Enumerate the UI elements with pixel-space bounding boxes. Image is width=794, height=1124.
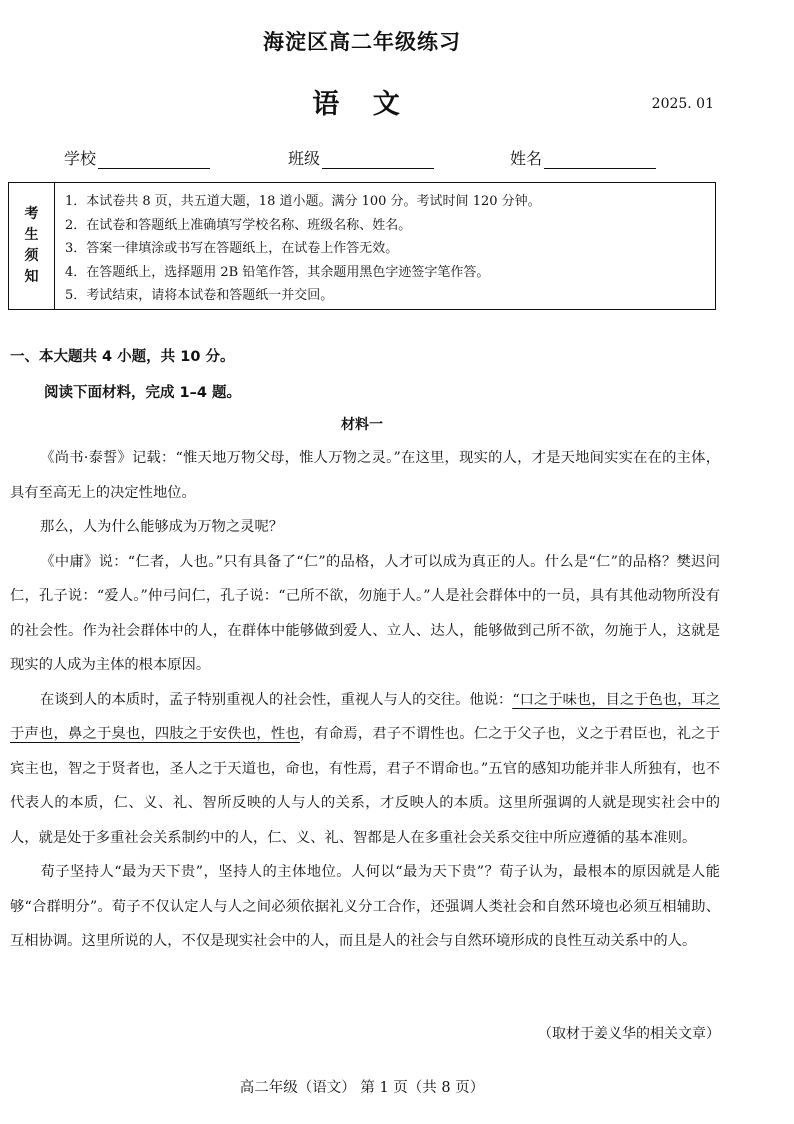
paragraph: 在谈到人的本质时，孟子特别重视人的社会性，重视人与人的交往。他说：“口之于味也，目之于色也，耳之于声也，鼻之于臭也，四肢之于安佚也，性也，有命焉，君子不谓性也。仁之于父子也，义之于君臣也，礼之于宾主也，智之于贤者也，圣人之于天道也，命也，有性焉，君子不谓命也。”五官的感知功能并非人所独有，也不代表人的本质，仁、义、礼、智所反映的人与人的关系，才反映人的本质。这里所强调的人就是现实社会中的人，就是处于多重社会关系制约中的人，仁、义、礼、智都是人在多重社会关系交往中所应遵循的基本准则。	[10, 691, 721, 846]
exam-notice-box	[8, 182, 716, 310]
paragraph: 荀子坚持人“最为天下贵”，坚持人的主体地位。人何以“最为天下贵”？荀子认为，最根本的原因就是人能够“合群明分”。荀子不仅认定人与人之间必须依据礼义分工合作，还强调人类社会和自然环境也必须互相辅助、互相协调。这里所说的人，不仅是现实社会中的人，而且是人的社会与自然环境形成的良性互动关系中的人。	[10, 864, 720, 949]
page-footer: 高二年级（语文） 第 1 页（共 8 页）	[239, 1080, 485, 1096]
underlined-quote: “口之于味也，目之于色也，耳之于声也，鼻之于臭也，四肢之于安佚也，性也	[10, 691, 721, 742]
source-note: （取材于姜义华的相关文章）	[538, 1026, 720, 1042]
paragraph: 那么，人为什么能够成为万物之灵呢？	[40, 519, 284, 535]
section-heading: 一、本大题共 4 小题，共 10 分。	[10, 349, 235, 365]
notice-item: 1．本试卷共 8 页，共五道大题，18 道小题。满分 100 分。考试时间 120 分钟。	[65, 194, 541, 209]
notice-item: 2．在试卷和答题纸上准确填写学校名称、班级名称、姓名。	[65, 217, 412, 233]
material-body	[10, 441, 720, 959]
paragraph: 《尚书·泰誓》记载：“惟天地万物父母，惟人万物之灵。”在这里，现实的人，才是天地间实实在在的主体，具有至高无上的决定性地位。	[10, 450, 720, 501]
subject-title: 语 文	[312, 89, 412, 120]
section-instruction: 阅读下面材料，完成 1–4 题。	[44, 385, 242, 401]
name-field[interactable]: 姓名	[510, 146, 656, 169]
paragraph: 《中庸》说：“仁者，人也。”只有具备了“仁”的品格，人才可以成为真正的人。什么是“仁”的品格？樊迟问仁，孔子说：“爱人。”仲弓问仁，孔子说：“己所不欲，勿施于人。”人是社会群体中的一员，具有其他动物所没有的社会性。作为社会群体中的人，在群体中能够做到爱人、立人、达人，能够做到己所不欲，勿施于人，这就是现实的人成为主体的根本原因。	[10, 553, 720, 673]
material-title: 材料一	[341, 417, 383, 433]
notice-item: 5．考试结束，请将本试卷和答题纸一并交回。	[65, 288, 334, 303]
notice-items	[65, 190, 707, 308]
exam-title: 海淀区高二年级练习	[263, 29, 461, 54]
school-field[interactable]: 学校	[64, 146, 210, 169]
notice-item: 4．在答题纸上，选择题用 2B 铅笔作答，其余题用黑色字迹签字笔作答。	[65, 264, 490, 280]
notice-label: 考 生 须 知	[9, 183, 55, 309]
exam-date: 2025. 01	[651, 96, 714, 112]
notice-item: 3．答案一律填涂或书写在答题纸上，在试卷上作答无效。	[65, 241, 399, 256]
class-field[interactable]: 班级	[288, 146, 434, 169]
